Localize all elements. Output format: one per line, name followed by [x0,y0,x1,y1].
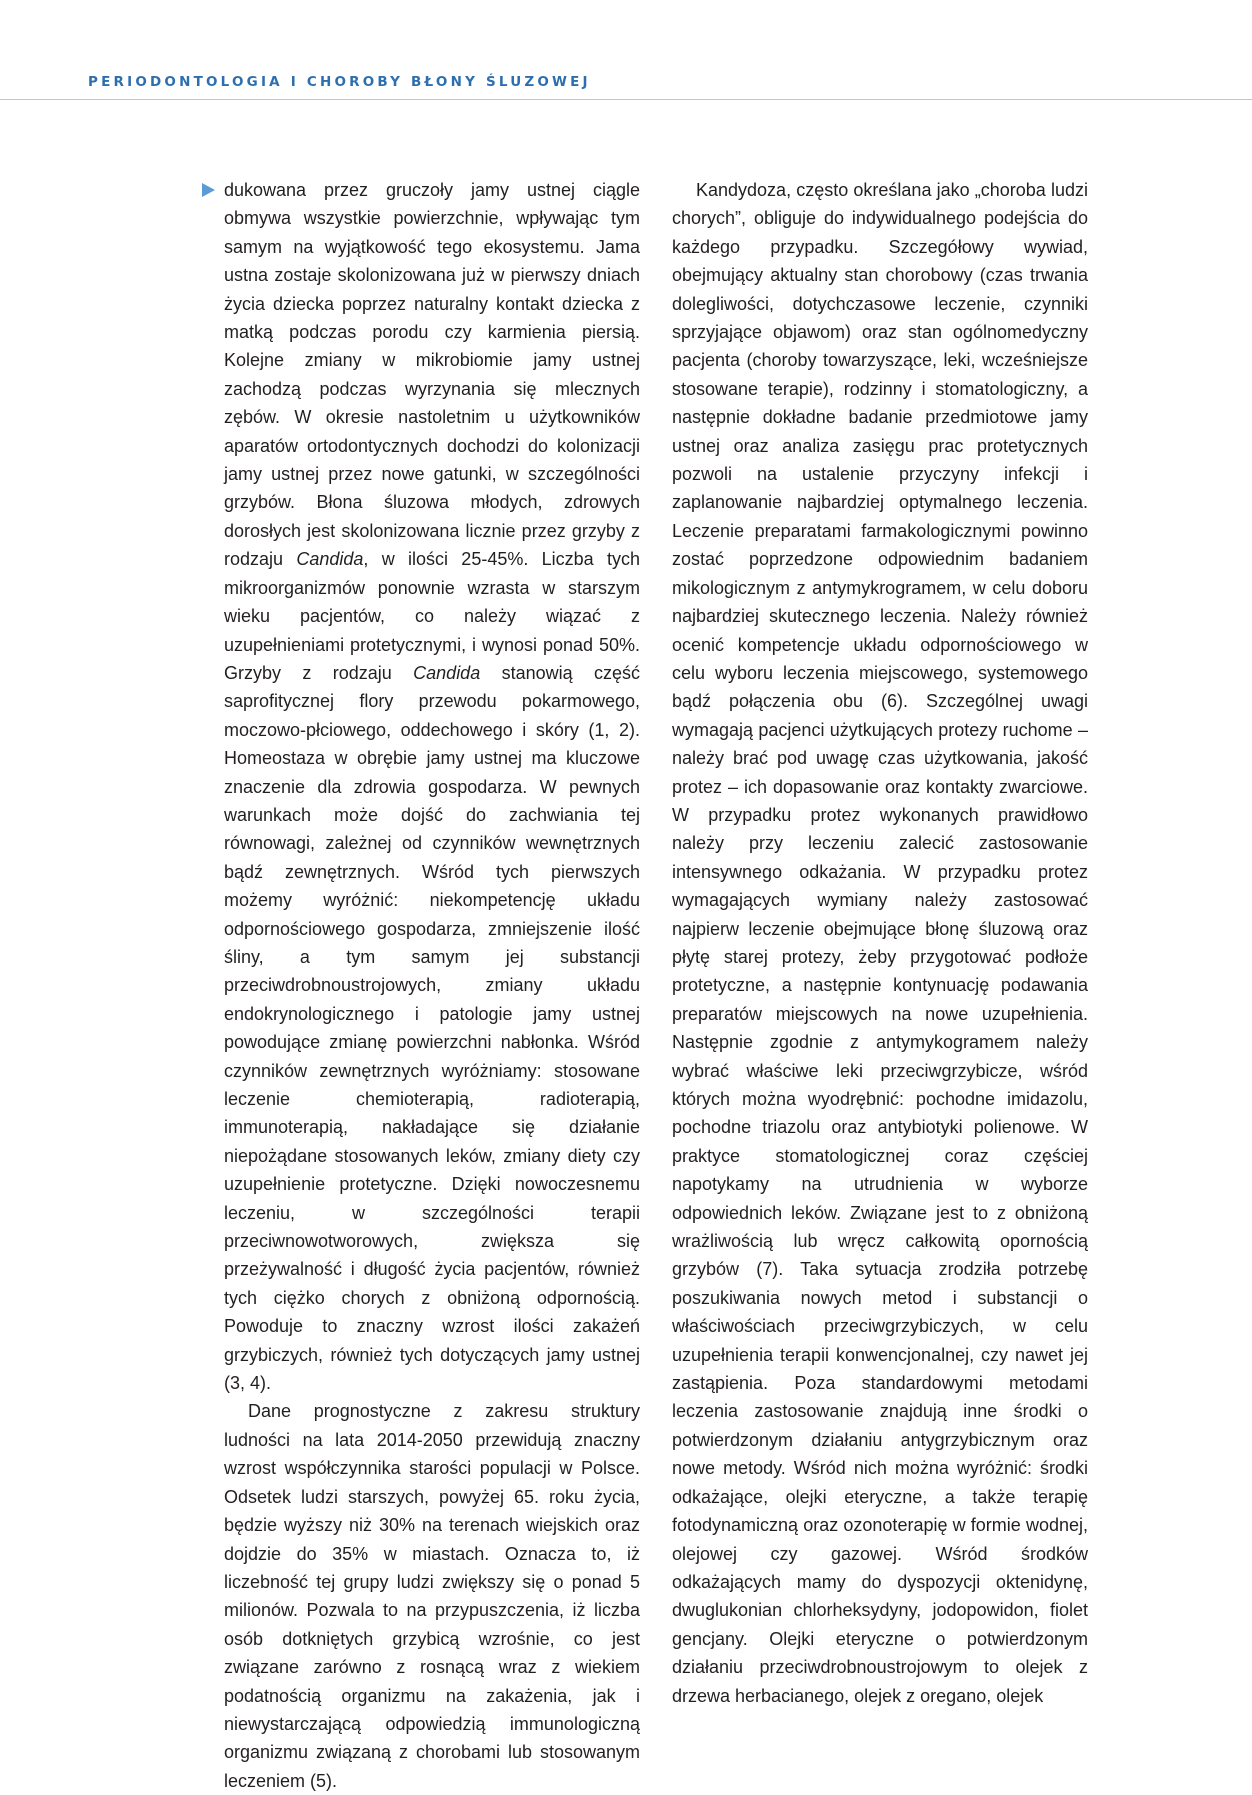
paragraph-1-italic-1: Candida [296,549,364,570]
running-header: PERIODONTOLOGIA I CHOROBY BŁONY ŚLUZOWEJ [88,74,591,90]
right-column [672,176,1088,1710]
left-column [224,176,640,1795]
paragraph-1-text-c: stanowią część saprofitycznej flory przewodu pokarmowego, moczowo-płciowego, oddechowego i skóry (1, 2). Homeostaza w obrębie jamy ustnej ma kluczowe znaczenie dla zdrowia gospodarza. W pewnych warunkach może dojść do zachwiania tej równowagi, zależnej od czynników wewnętrznych bądź zewnętrznych. Wśród tych pierwszych możemy wyróżnić: niekompetencję układu odpornościowego gospodarza, zmniejszenie ilość śliny, a tym samym jej substancji przeciwdrobnoustrojowych, zmiany układu endokrynologicznego i patologie jamy ustnej powodujące zmianę powierzchni nabłonka. Wśród czynników zewnętrznych wyróżniamy: stosowane leczenie chemioterapią, radioterapią, immunoterapią, nakładające się działanie niepożądane stosowanych leków, zmiany diety czy uzupełnienie protetyczne. Dzięki nowoczesnemu leczeniu, w szczególności terapii przeciwnowotworowych, zwiększa się przeżywalność i długość życia pacjentów, również tych ciężko chorych z obniżoną odpornością. Powoduje to znaczny wzrost ilości zakażeń grzybiczych, również tych dotyczących jamy ustnej (3, 4). [224,662,641,1394]
paragraph-1 [224,176,640,1397]
paragraph-1-italic-2: Candida [413,662,481,683]
paragraph-2: Dane prognostyczne z zakresu struktury ludności na lata 2014-2050 przewidują znaczny wzrost współczynnika starości populacji w Polsce. Odsetek ludzi starszych, powyżej 65. roku życia, będzie wyższy niż 30% na terenach wiejskich oraz dojdzie do 35% w miastach. Oznacza to, iż liczebność tej grupy ludzi zwiększy się o ponad 5 milionów. Pozwala to na przypuszczenia, iż liczba osób dotkniętych grzybicą wzrośnie, co jest związane zarówno z rosnącą wraz z wiekiem podatnością organizmu na zakażenia, jak i niewystarczającą odpowiedzią immunologiczną organizmu związaną z chorobami lub stosowanym leczeniem (5). [224,1401,640,1791]
paragraph-1-text-a: dukowana przez gruczoły jamy ustnej ciągle obmywa wszystkie powierzchnie, wpływając tym samym na wyjątkowość tego ekosystemu. Jama ustna zostaje skolonizowana już w pierwszy dniach życia dziecka poprzez naturalny kontakt dziecka z matką podczas porodu czy karmienia piersią. Kolejne zmiany w mikrobiomie jamy ustnej zachodzą podczas wyrzynania się mlecznych zębów. W okresie nastoletnim u użytkowników aparatów ortodontycznych dochodzi do kolonizacji jamy ustnej przez nowe gatunki, w szczególności grzybów. Błona śluzowa młodych, zdrowych dorosłych jest skolonizowana licznie przez grzyby z rodzaju [224,180,640,570]
triangle-right-icon [202,183,215,197]
paragraph-1-text-b: , w ilości 25-45%. Liczba tych mikroorganizmów ponownie wzrasta w starszym wieku pacjentów, co należy wiązać z uzupełnieniami protetycznymi, i wynosi ponad 50%. Grzyby z rodzaju [224,549,640,683]
paragraph-3: Kandydoza, często określana jako „choroba ludzi chorych”, obliguje do indywidualnego podejścia do każdego przypadku. Szczegółowy wywiad, obejmujący aktualny stan chorobowy (czas trwania dolegliwości, dotychczasowe leczenie, czynniki sprzyjające objawom) oraz stan ogólnomedyczny pacjenta (choroby towarzyszące, leki, wcześniejsze stosowane terapie), rodzinny i stomatologiczny, a następnie dokładne badanie przedmiotowe jamy ustnej oraz analiza zasięgu prac protetycznych pozwoli na ustalenie przyczyny infekcji i zaplanowanie najbardziej optymalnego leczenia. Leczenie preparatami farmakologicznymi powinno zostać poprzedzone odpowiednim badaniem mikologicznym z antymykrogramem, w celu doboru najbardziej skutecznego leczenia. Należy również ocenić kompetencje układu odpornościowego w celu wyboru leczenia miejscowego, systemowego bądź połączenia obu (6). Szczególnej uwagi wymagają pacjenci użytkujących protezy ruchome – należy brać pod uwagę czas użytkowania, jakość protez – ich dopasowanie oraz kontakty zwarciowe. W przypadku protez wykonanych prawidłowo należy przy leczeniu zalecić zastosowanie intensywnego odkażania. W przypadku protez wymagających wymiany należy zastosować najpierw leczenie obejmujące błonę śluzową oraz płytę starej protezy, żeby przygotować podłoże protetyczne, a następnie kontynuację podawania preparatów miejscowych na nowe uzupełnienia. Następnie zgodnie z antymykogramem należy wybrać właściwe leki przeciwgrzybicze, wśród których można wyodrębnić: pochodne imidazolu, pochodne triazolu oraz antybiotyki polienowe. W praktyce stomatologicznej coraz częściej napotykamy na utrudnienia w wyborze odpowiednich leków. Związane jest to z obniżoną wrażliwością lub wręcz całkowitą opornością grzybów (7). Taka sytuacja zrodziła potrzebę poszukiwania nowych metod i substancji o właściwościach przeciwgrzybiczych, w celu uzupełnienia terapii konwencjonalnej, czy nawet jej zastąpienia. Poza standardowymi metodami leczenia zastosowanie znajdują inne środki o potwierdzonym działaniu antygrzybicznym oraz nowe metody. Wśród nich można wyróżnić: środki odkażające, olejki eteryczne, a także terapię fotodynamiczną oraz ozonoterapię w formie wodnej, olejowej czy gazowej. Wśród środków odkażających mamy do dyspozycji oktenidynę, dwuglukonian chlorheksydyny, jodopowidon, fiolet gencjany. Olejki eteryczne o potwierdzonym działaniu przeciwdrobnoustrojowym to olejek z drzewa herbacianego, olejek z oregano, olejek [672,180,1088,1706]
header-divider [0,99,1252,100]
